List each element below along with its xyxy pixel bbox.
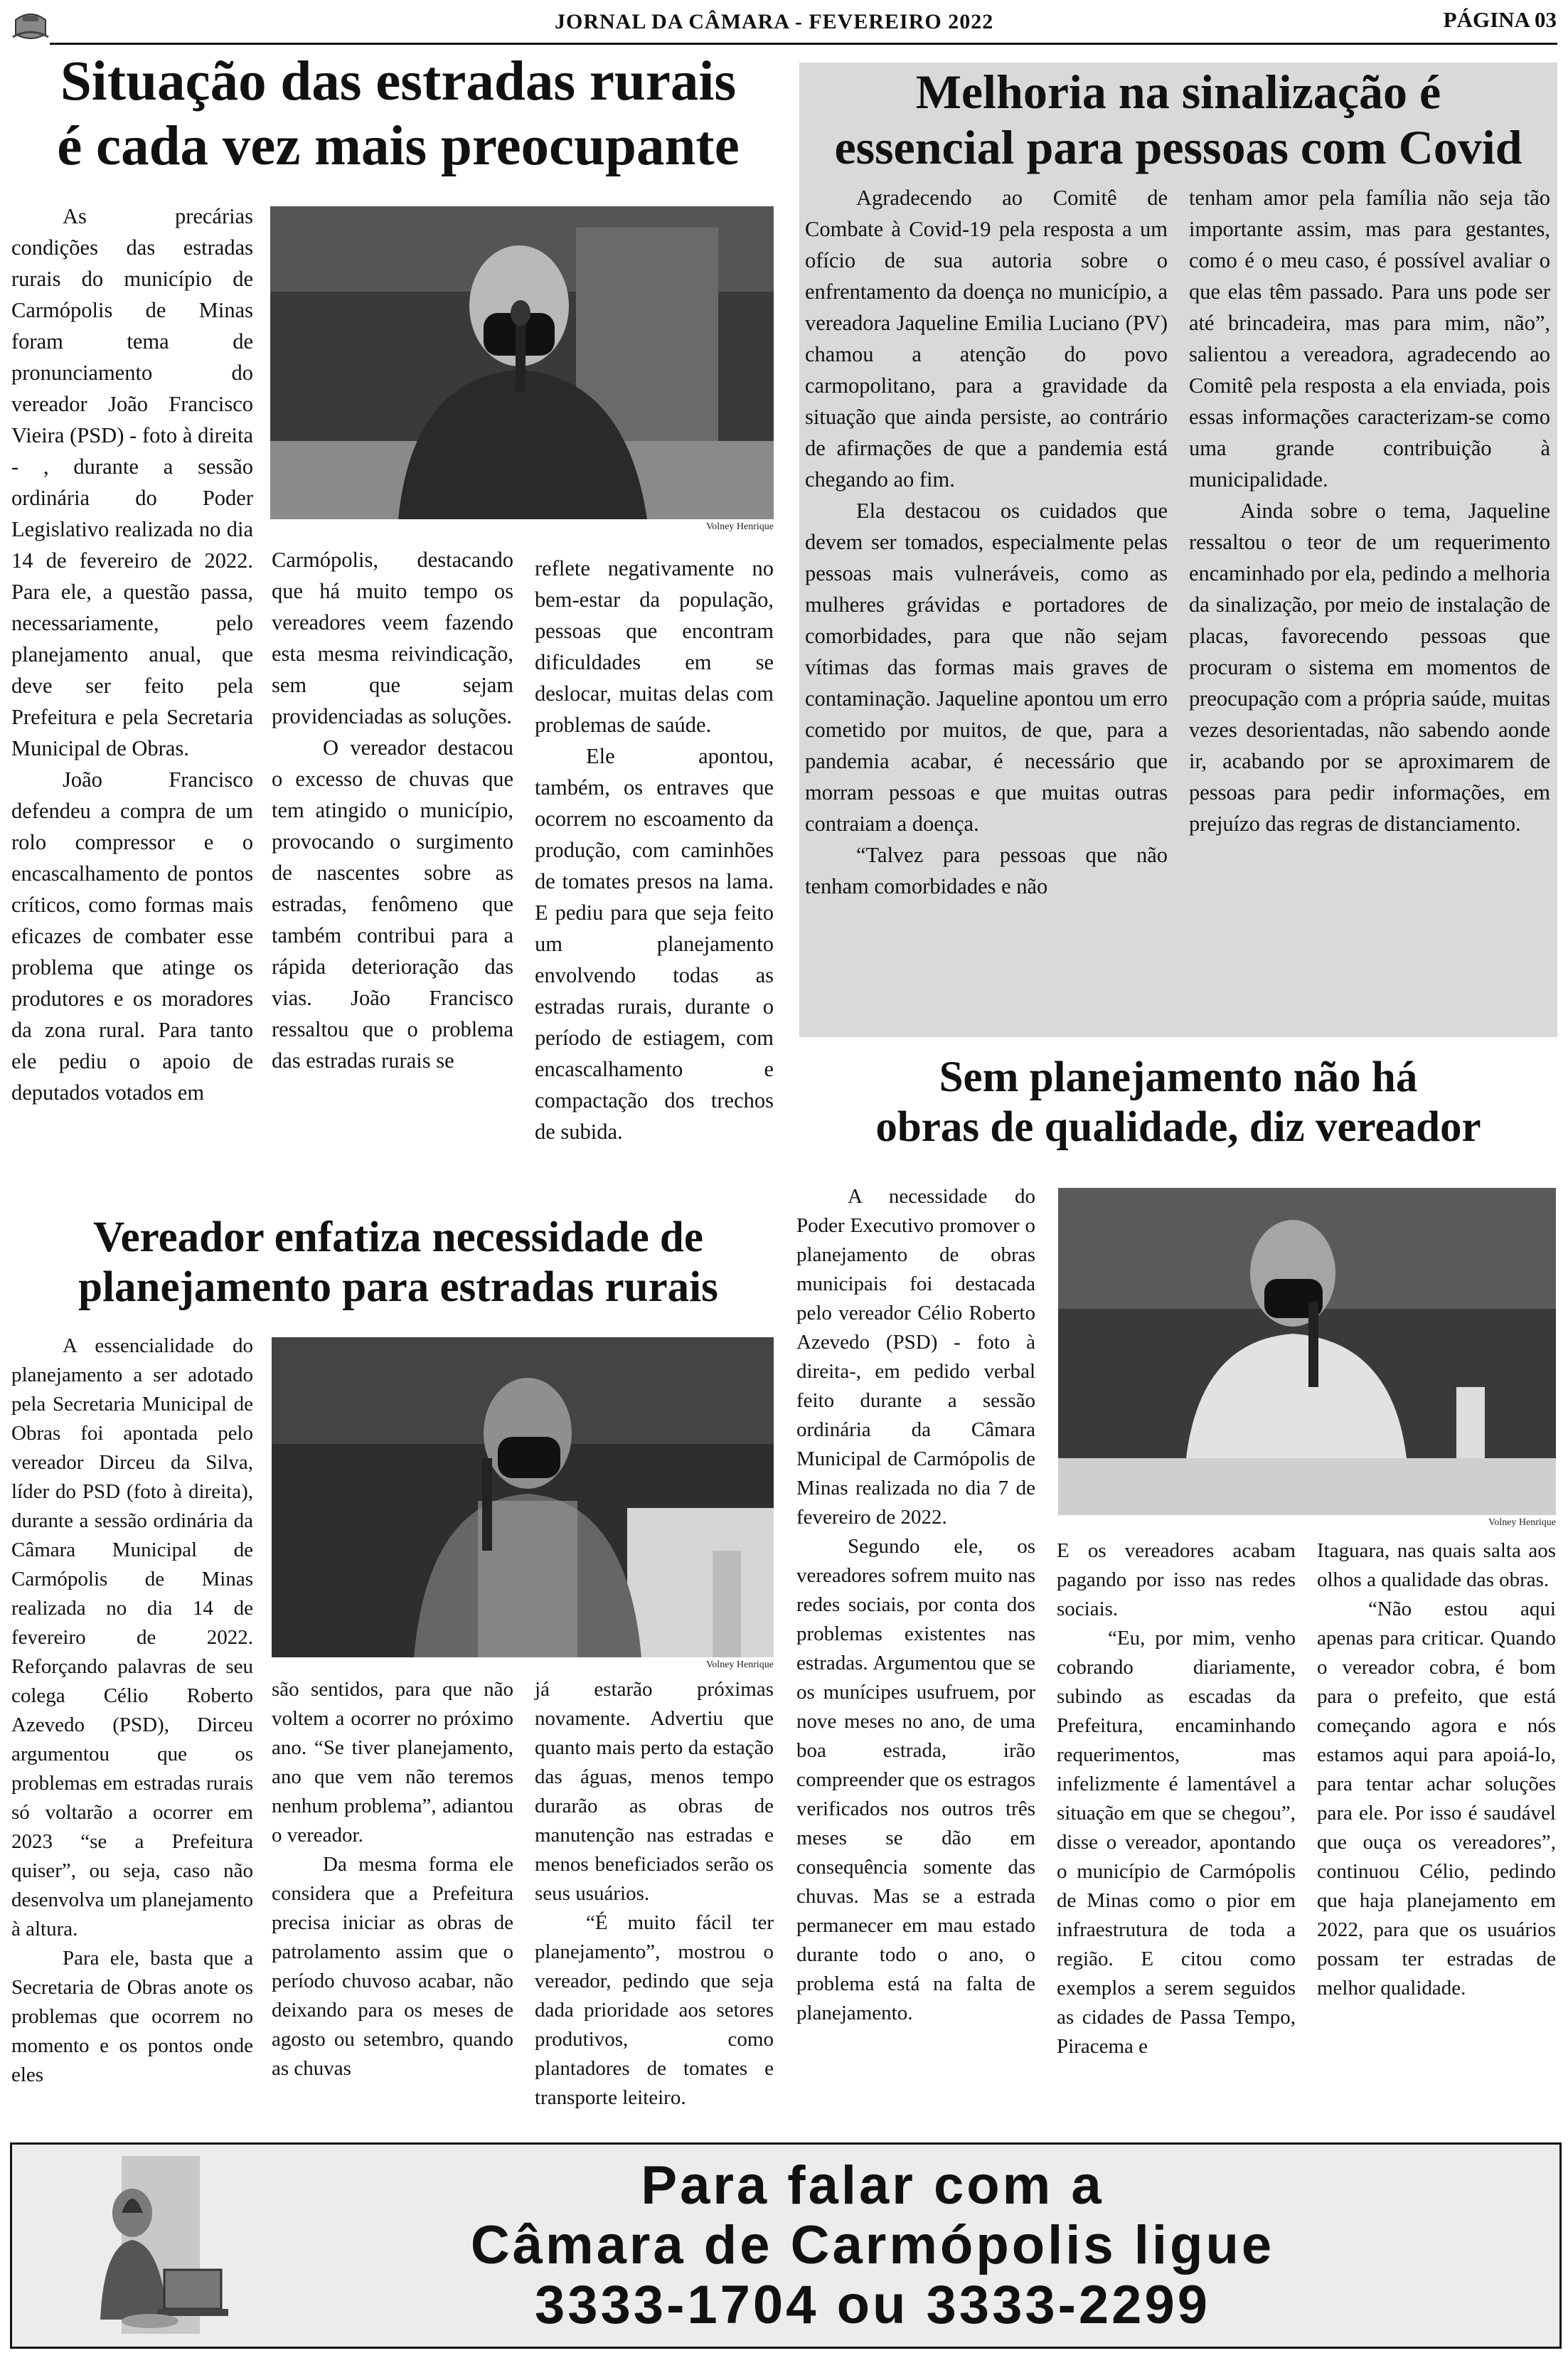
article4-headline-line1: Sem planejamento não há bbox=[939, 1053, 1418, 1101]
article4-col1-paragraph: Segundo ele, os vereadores sofrem muito nas redes sociais, por conta dos problemas existentes nas estradas. Argumentou que se os munícipes usufruem, por nove meses no ano, de uma boa estrada, irão compreender que os estragos verificados nos outros três meses se dão em consequência somente das chuvas. Mas se a estrada permanecer em mau estado durante todo o ano, o problema está na falta de planejamento. bbox=[796, 1535, 1035, 2024]
ad-line-2: Câmara de Carmópolis ligue bbox=[470, 2215, 1275, 2275]
article2-column-2 bbox=[1189, 182, 1550, 839]
article4-column-1 bbox=[796, 1182, 1035, 2028]
article4-column-2 bbox=[1057, 1536, 1296, 2061]
article1-col2-paragraph: Carmópolis, destacando que há muito tempo os vereadores veem fazendo esta mesma reivindicação, sem que sejam providenciadas as soluções. bbox=[272, 548, 513, 728]
article4-col2-paragraph: “Eu, por mim, venho cobrando diariamente, subindo as escadas da Prefeitura, encaminhando requerimentos, mas infelizmente é lamentável a situação em que se chegou”, disse o vereador, apontando o município de Carmópolis de Minas como o pior em infraestrutura de toda a região. E citou como exemplos a serem seguidos as cidades de Passa Tempo, Piracema e bbox=[1057, 1627, 1296, 2058]
article3-col2-paragraph: Da mesma forma ele considera que a Prefeitura precisa iniciar as obras de patrolamento assim que o período chuvoso acabar, não deixando para os meses de agosto ou setembro, quando as chuvas bbox=[272, 1853, 513, 2080]
article3-col1-paragraph: A essencialidade do planejamento a ser adotado pela Secretaria Municipal de Obras foi apontada pelo vereador Dirceu da Silva, líder do PSD (foto à direita), durante a sessão ordinária da Câmara Municipal de Carmópolis de Minas realizada no dia 14 de fevereiro de 2022. Reforçando palavras de seu colega Célio Roberto Azevedo (PSD), Dirceu argumentou que os problemas em estradas rurais só voltarão a ocorrer em 2023 “se a Prefeitura quiser”, ou seja, caso não desenvolva um planejamento à altura. bbox=[11, 1334, 253, 1940]
ad-line-1: Para falar com a bbox=[641, 2155, 1104, 2216]
article4-headline-line2: obras de qualidade, diz vereador bbox=[875, 1103, 1481, 1152]
article1-headline bbox=[14, 50, 782, 179]
article1-column-3 bbox=[535, 553, 774, 1147]
article2-headline bbox=[799, 64, 1557, 175]
article1-column-1 bbox=[11, 201, 253, 1108]
article4-col1-paragraph: A necessidade do Poder Executivo promover o planejamento de obras municipais foi destacada pelo vereador Célio Roberto Azevedo (PSD) - foto à direita-, em pedido verbal feito durante a sessão ordinária da Câmara Municipal de Carmópolis de Minas realizada no dia 7 de fevereiro de 2022. bbox=[796, 1185, 1035, 1529]
article1-col2-paragraph: O vereador destacou o excesso de chuvas que tem atingido o município, provocando o surgimento de nascentes sobre as estradas, fenômeno que também contribui para a rápida deterioração das vias. João Francisco ressaltou que o problema das estradas rurais se bbox=[272, 735, 513, 1073]
article3-column-3 bbox=[535, 1675, 774, 2113]
article4-col2-paragraph: E os vereadores acabam pagando por isso nas redes sociais. bbox=[1057, 1539, 1296, 1620]
article3-col3-paragraph: “É muito fácil ter planejamento”, mostrou o vereador, pedindo que seja dada prioridade aos setores produtivos, como plantadores de tomates e transporte leiteiro. bbox=[535, 1911, 774, 2109]
coat-of-arms-icon bbox=[10, 6, 51, 43]
article2-col1-paragraph: Ela destacou os cuidados que devem ser tomados, especialmente pelas pessoas mais vulneráveis, como as mulheres grávidas e portadores de comorbidades, para que não sejam vítimas das formas mais graves de contaminação. Jaqueline apontou um erro cometido por muitos, de que, para a pandemia acabar, é necessário que morram pessoas e que muitas outras contraiam a doença. bbox=[805, 499, 1168, 836]
article4-headline bbox=[799, 1053, 1557, 1152]
article2-col2-paragraph: tenham amor pela família não seja tão importante assim, mas para gestantes, como é o meu caso, é possível avaliar o que elas têm passado. Para uns pode ser até brincadeira, mas para mim, não”, salientou a vereadora, agradecendo ao Comitê pela resposta a ela enviada, pois essas informações caracterizam-se como uma grande contribuição à municipalidade. bbox=[1189, 186, 1550, 492]
article2-column-1 bbox=[805, 182, 1168, 902]
ad-line-3: 3333-1704 ou 3333-2299 bbox=[535, 2275, 1210, 2335]
article4-col3-paragraph: Itaguara, nas quais salta aos olhos a qualidade das obras. bbox=[1317, 1539, 1556, 1591]
article1-column-2 bbox=[272, 544, 513, 1076]
article4-photo-credit: Volney Henrique bbox=[1488, 1517, 1556, 1528]
phone-ad-box bbox=[10, 2142, 1562, 2349]
article2-col1-paragraph: “Talvez para pessoas que não tenham comorbidades e não bbox=[805, 843, 1168, 898]
article3-column-1 bbox=[11, 1332, 253, 2090]
article2-headline-line1: Melhoria na sinalização é bbox=[915, 65, 1441, 119]
article3-col1-paragraph: Para ele, basta que a Secretaria de Obras anote os problemas que ocorrem no momento e os pontos onde eles bbox=[11, 1947, 253, 2086]
article1-col3-paragraph: reflete negativamente no bem-estar da população, pessoas que encontram dificuldades em se deslocar, muitas delas com problemas de saúde. bbox=[535, 556, 774, 737]
article2-col1-paragraph: Agradecendo ao Comitê de Combate à Covid-19 pela resposta a um ofício de sua autoria sobre o enfrentamento da doença no município, a vereadora Jaqueline Emilia Luciano (PV) chamou a atenção do povo carmopolitano, para a gravidade da situação que ainda persiste, ao contrário de afirmações de que a pandemia está chegando ao fim. bbox=[805, 186, 1168, 492]
article4-photo bbox=[1058, 1188, 1556, 1515]
article4-col3-paragraph: “Não estou aqui apenas para criticar. Quando o vereador cobra, é bom para o prefeito, que está começando agora e nós estamos aqui para apoiá-lo, para tentar achar soluções para ele. Por isso é saudável que ouça os vereadores”, continuou Célio, pedindo que haja planejamento em 2022, para que os usuários possam ter estradas de melhor qualidade. bbox=[1317, 1598, 1556, 1999]
article1-col1-paragraph: João Francisco defendeu a compra de um rolo compressor e o encascalhamento de pontos críticos, como formas mais eficazes de combater esse problema que atinge os produtores e os moradores da zona rural. Para tanto ele pediu o apoio de deputados votados em bbox=[11, 767, 253, 1105]
article3-headline bbox=[14, 1213, 782, 1312]
header-rule bbox=[50, 43, 1557, 45]
article3-headline-line1: Vereador enfatiza necessidade de bbox=[93, 1213, 703, 1261]
article3-photo-credit: Volney Henrique bbox=[706, 1659, 774, 1670]
article1-photo-credit: Volney Henrique bbox=[706, 521, 774, 532]
article3-photo bbox=[272, 1337, 774, 1657]
page-number: PÁGINA 03 bbox=[1443, 7, 1557, 32]
article3-col2-paragraph: são sentidos, para que não voltem a ocorrer no próximo ano. “Se tiver planejamento, ano que vem não teremos nenhum problema”, adiantou o vereador. bbox=[272, 1678, 513, 1847]
article3-col3-paragraph: já estarão próximas novamente. Advertiu que quanto mais perto da estação das águas, menos tempo durarão as obras de manutenção nas estradas e menos beneficiados serão os seus usuários. bbox=[535, 1678, 774, 1905]
article1-headline-line1: Situação das estradas rurais bbox=[60, 51, 737, 112]
article1-col3-paragraph: Ele apontou, também, os entraves que ocorrem no escoamento da produção, com caminhões de tomates presos na lama. E pediu para que seja feito um planejamento envolvendo todas as estradas rurais, durante o período de estiagem, com encascalhamento e compactação dos trechos de subida. bbox=[535, 744, 774, 1144]
article1-headline-line2: é cada vez mais preocupante bbox=[57, 115, 740, 177]
article2-headline-line2: essencial para pessoas com Covid bbox=[834, 120, 1522, 175]
newspaper-title: JORNAL DA CÂMARA - FEVEREIRO 2022 bbox=[555, 10, 994, 33]
article1-col1-paragraph: As precárias condições das estradas rurais do município de Carmópolis de Minas foram tema de pronunciamento do vereador João Francisco Vieira (PSD) - foto à direita - , durante a sessão ordinária do Poder Legislativo realizada no dia 14 de fevereiro de 2022. Para ele, a questão passa, necessariamente, pelo planejamento anual, que deve ser feito pela Prefeitura e pela Secretaria Municipal de Obras. bbox=[11, 204, 253, 760]
article4-column-3 bbox=[1317, 1536, 1556, 2003]
article3-column-2 bbox=[272, 1675, 513, 2083]
article2-col2-paragraph: Ainda sobre o tema, Jaqueline ressaltou o teor de um requerimento encaminhado por ela, pedindo a melhoria da sinalização, por meio de instalação de placas, favorecendo pessoas que procuram o sistema em momentos de preocupação com a própria saúde, muitas vezes desorientadas, não sabendo aonde ir, acabando por se aproximarem de pessoas para pedir informações, em prejuízo das regras de distanciamento. bbox=[1189, 499, 1550, 836]
article3-headline-line2: planejamento para estradas rurais bbox=[78, 1263, 718, 1312]
article1-photo bbox=[270, 206, 774, 519]
